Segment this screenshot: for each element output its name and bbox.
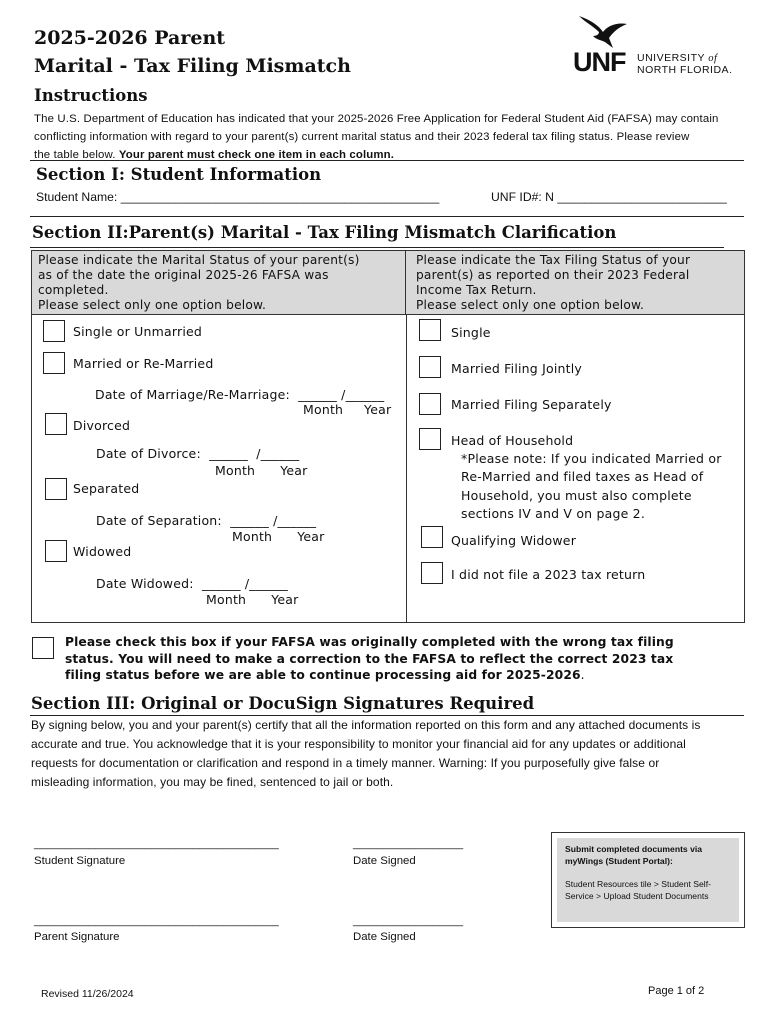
qualifying-widower-checkbox[interactable] — [421, 526, 443, 548]
unf-logo — [573, 14, 743, 78]
divider — [30, 216, 744, 217]
section1-heading: Section I: Student Information — [36, 165, 322, 184]
tax-single-checkbox[interactable] — [419, 319, 441, 341]
instructions-line: conflicting information with regard to your parent(s) current marital status and their 2023 federal tax filing status. Please review — [34, 131, 690, 143]
student-date-label: Date Signed — [353, 855, 416, 867]
parent-date-label: Date Signed — [353, 931, 416, 943]
table-header-right — [406, 251, 744, 315]
parent-signature-line[interactable]: ________________________________________ — [34, 915, 279, 927]
revised-date: Revised 11/26/2024 — [41, 988, 134, 1000]
head-of-household-label: Head of Household — [451, 433, 574, 448]
unf-logo-university — [637, 52, 717, 64]
column-divider — [406, 315, 407, 622]
submit-path-line: Service > Upload Student Documents — [565, 891, 709, 901]
section3-heading: Section III: Original or DocuSign Signatures Required — [31, 694, 535, 713]
correction-period: . — [580, 668, 585, 682]
right-header-line: Please select only one option below. — [416, 298, 645, 312]
correction-text — [65, 634, 674, 684]
logo-of-text: of — [708, 53, 718, 64]
married-filing-jointly-checkbox[interactable] — [419, 356, 441, 378]
divorce-date-month-year: Month Year — [215, 463, 308, 478]
single-unmarried-label: Single or Unmarried — [73, 324, 203, 339]
submit-path-line: Student Resources tile > Student Self- — [565, 879, 711, 889]
student-name-label: Student Name: — [36, 190, 121, 204]
separation-date-field[interactable]: Date of Separation: ______ /______ — [96, 513, 317, 528]
form-title-line2: Marital - Tax Filing Mismatch — [34, 55, 351, 77]
widowed-label: Widowed — [73, 544, 132, 559]
separated-label: Separated — [73, 481, 140, 496]
student-signature-label: Student Signature — [34, 855, 126, 867]
certification-line: accurate and true. You acknowledge that it is your responsibility to monitor your financial aid for any updates or additional — [31, 737, 686, 751]
tax-single-label: Single — [451, 325, 491, 340]
hoh-note-line: Re-Married and filed taxes as Head of — [461, 469, 704, 485]
submit-title-line: myWings (Student Portal): — [565, 856, 673, 866]
page-number: Page 1 of 2 — [648, 985, 705, 997]
did-not-file-checkbox[interactable] — [421, 562, 443, 584]
left-header-line: Please indicate the Marital Status of your parent(s) — [38, 253, 360, 267]
certification-line: By signing below, you and your parent(s) certify that all the information reported on this form and any attached documents is — [31, 718, 701, 732]
parent-signature-label: Parent Signature — [34, 931, 120, 943]
married-filing-separately-checkbox[interactable] — [419, 393, 441, 415]
table-header-left — [32, 251, 406, 315]
correction-line3: filing status before we are able to continue processing aid for 2025-2026 — [65, 668, 581, 682]
separation-date-month-year: Month Year — [232, 529, 325, 544]
certification-line: requests for documentation or clarification and respond in a timely manner. Warning: If you purposefully give false or — [31, 756, 660, 770]
divorced-label: Divorced — [73, 418, 131, 433]
logo-university-text: UNIVERSITY — [637, 52, 705, 64]
instructions-text — [34, 110, 719, 164]
right-header-line: parent(s) as reported on their 2023 Federal — [416, 268, 690, 282]
head-of-household-note — [461, 450, 722, 523]
divider — [30, 160, 744, 161]
instructions-heading: Instructions — [34, 86, 148, 105]
married-filing-separately-label: Married Filing Separately — [451, 397, 612, 412]
left-header-line: as of the date the original 2025-26 FAFSA was — [38, 268, 329, 282]
student-date-line[interactable]: __________________ — [353, 838, 464, 850]
correction-line: Please check this box if your FAFSA was originally completed with the wrong tax filing — [65, 635, 674, 649]
submit-instructions-inner — [557, 838, 739, 922]
left-header-line: Please select only one option below. — [38, 298, 267, 312]
instructions-emphasis: Your parent must check one item in each column. — [118, 149, 395, 161]
qualifying-widower-label: Qualifying Widower — [451, 533, 577, 548]
married-label: Married or Re-Married — [73, 356, 214, 371]
widowed-date-month-year: Month Year — [206, 592, 299, 607]
osprey-bird-icon — [577, 14, 629, 50]
certification-line: misleading information, you may be fined, sentenced to jail or both. — [31, 775, 394, 789]
submit-instructions-box — [551, 832, 745, 928]
section2-heading: Section II:Parent(s) Marital - Tax Filing Mismatch Clarification — [32, 223, 617, 242]
widowed-date-field[interactable]: Date Widowed: ______ /______ — [96, 576, 288, 591]
divider — [30, 247, 724, 248]
widowed-checkbox[interactable] — [45, 540, 67, 562]
instructions-line: The U.S. Department of Education has indicated that your 2025-2026 Free Application for Federal Student Aid (FAFSA) may contain — [34, 113, 719, 125]
instructions-line3: the table below. — [34, 149, 119, 161]
student-name-blank[interactable]: _______________________________________________ — [120, 190, 440, 204]
right-header-line: Please indicate the Tax Filing Status of your — [416, 253, 691, 267]
marriage-date-field[interactable]: Date of Marriage/Re-Marriage: ______ /______ — [95, 387, 385, 402]
married-checkbox[interactable] — [43, 352, 65, 374]
single-unmarried-checkbox[interactable] — [43, 320, 65, 342]
unf-logo-mark: UNF — [573, 47, 626, 77]
divorce-date-field[interactable]: Date of Divorce: ______ /______ — [96, 446, 300, 461]
unf-id-label: UNF ID#: N — [491, 190, 558, 204]
unf-id-blank[interactable]: _________________________ — [557, 190, 727, 204]
instructions-line — [34, 146, 719, 164]
left-header-line: completed. — [38, 283, 109, 297]
right-header-line: Income Tax Return. — [416, 283, 537, 297]
certification-text — [31, 716, 701, 792]
did-not-file-label: I did not file a 2023 tax return — [451, 567, 646, 582]
correction-line: status. You will need to make a correction to the FAFSA to reflect the correct 2023 tax — [65, 651, 674, 666]
submit-title-line: Submit completed documents via — [565, 844, 703, 854]
student-name-field[interactable] — [36, 190, 439, 204]
hoh-note-line: Household, you must also complete — [461, 487, 692, 503]
divorced-checkbox[interactable] — [45, 413, 67, 435]
mismatch-table — [31, 250, 745, 623]
marriage-date-month-year: Month Year — [303, 402, 392, 417]
married-filing-jointly-label: Married Filing Jointly — [451, 361, 583, 376]
head-of-household-checkbox[interactable] — [419, 428, 441, 450]
hoh-note-line: sections IV and V on page 2. — [461, 505, 645, 521]
unf-logo-north-florida: NORTH FLORIDA. — [637, 64, 733, 76]
parent-date-line[interactable]: __________________ — [353, 915, 464, 927]
student-signature-line[interactable]: ________________________________________ — [34, 838, 279, 850]
wrong-tax-status-checkbox[interactable] — [32, 637, 54, 659]
separated-checkbox[interactable] — [45, 478, 67, 500]
hoh-note-line: *Please note: If you indicated Married or — [461, 451, 722, 466]
unf-id-field[interactable] — [491, 190, 727, 204]
form-title-line1: 2025-2026 Parent — [34, 27, 226, 49]
correction-line — [65, 667, 674, 684]
